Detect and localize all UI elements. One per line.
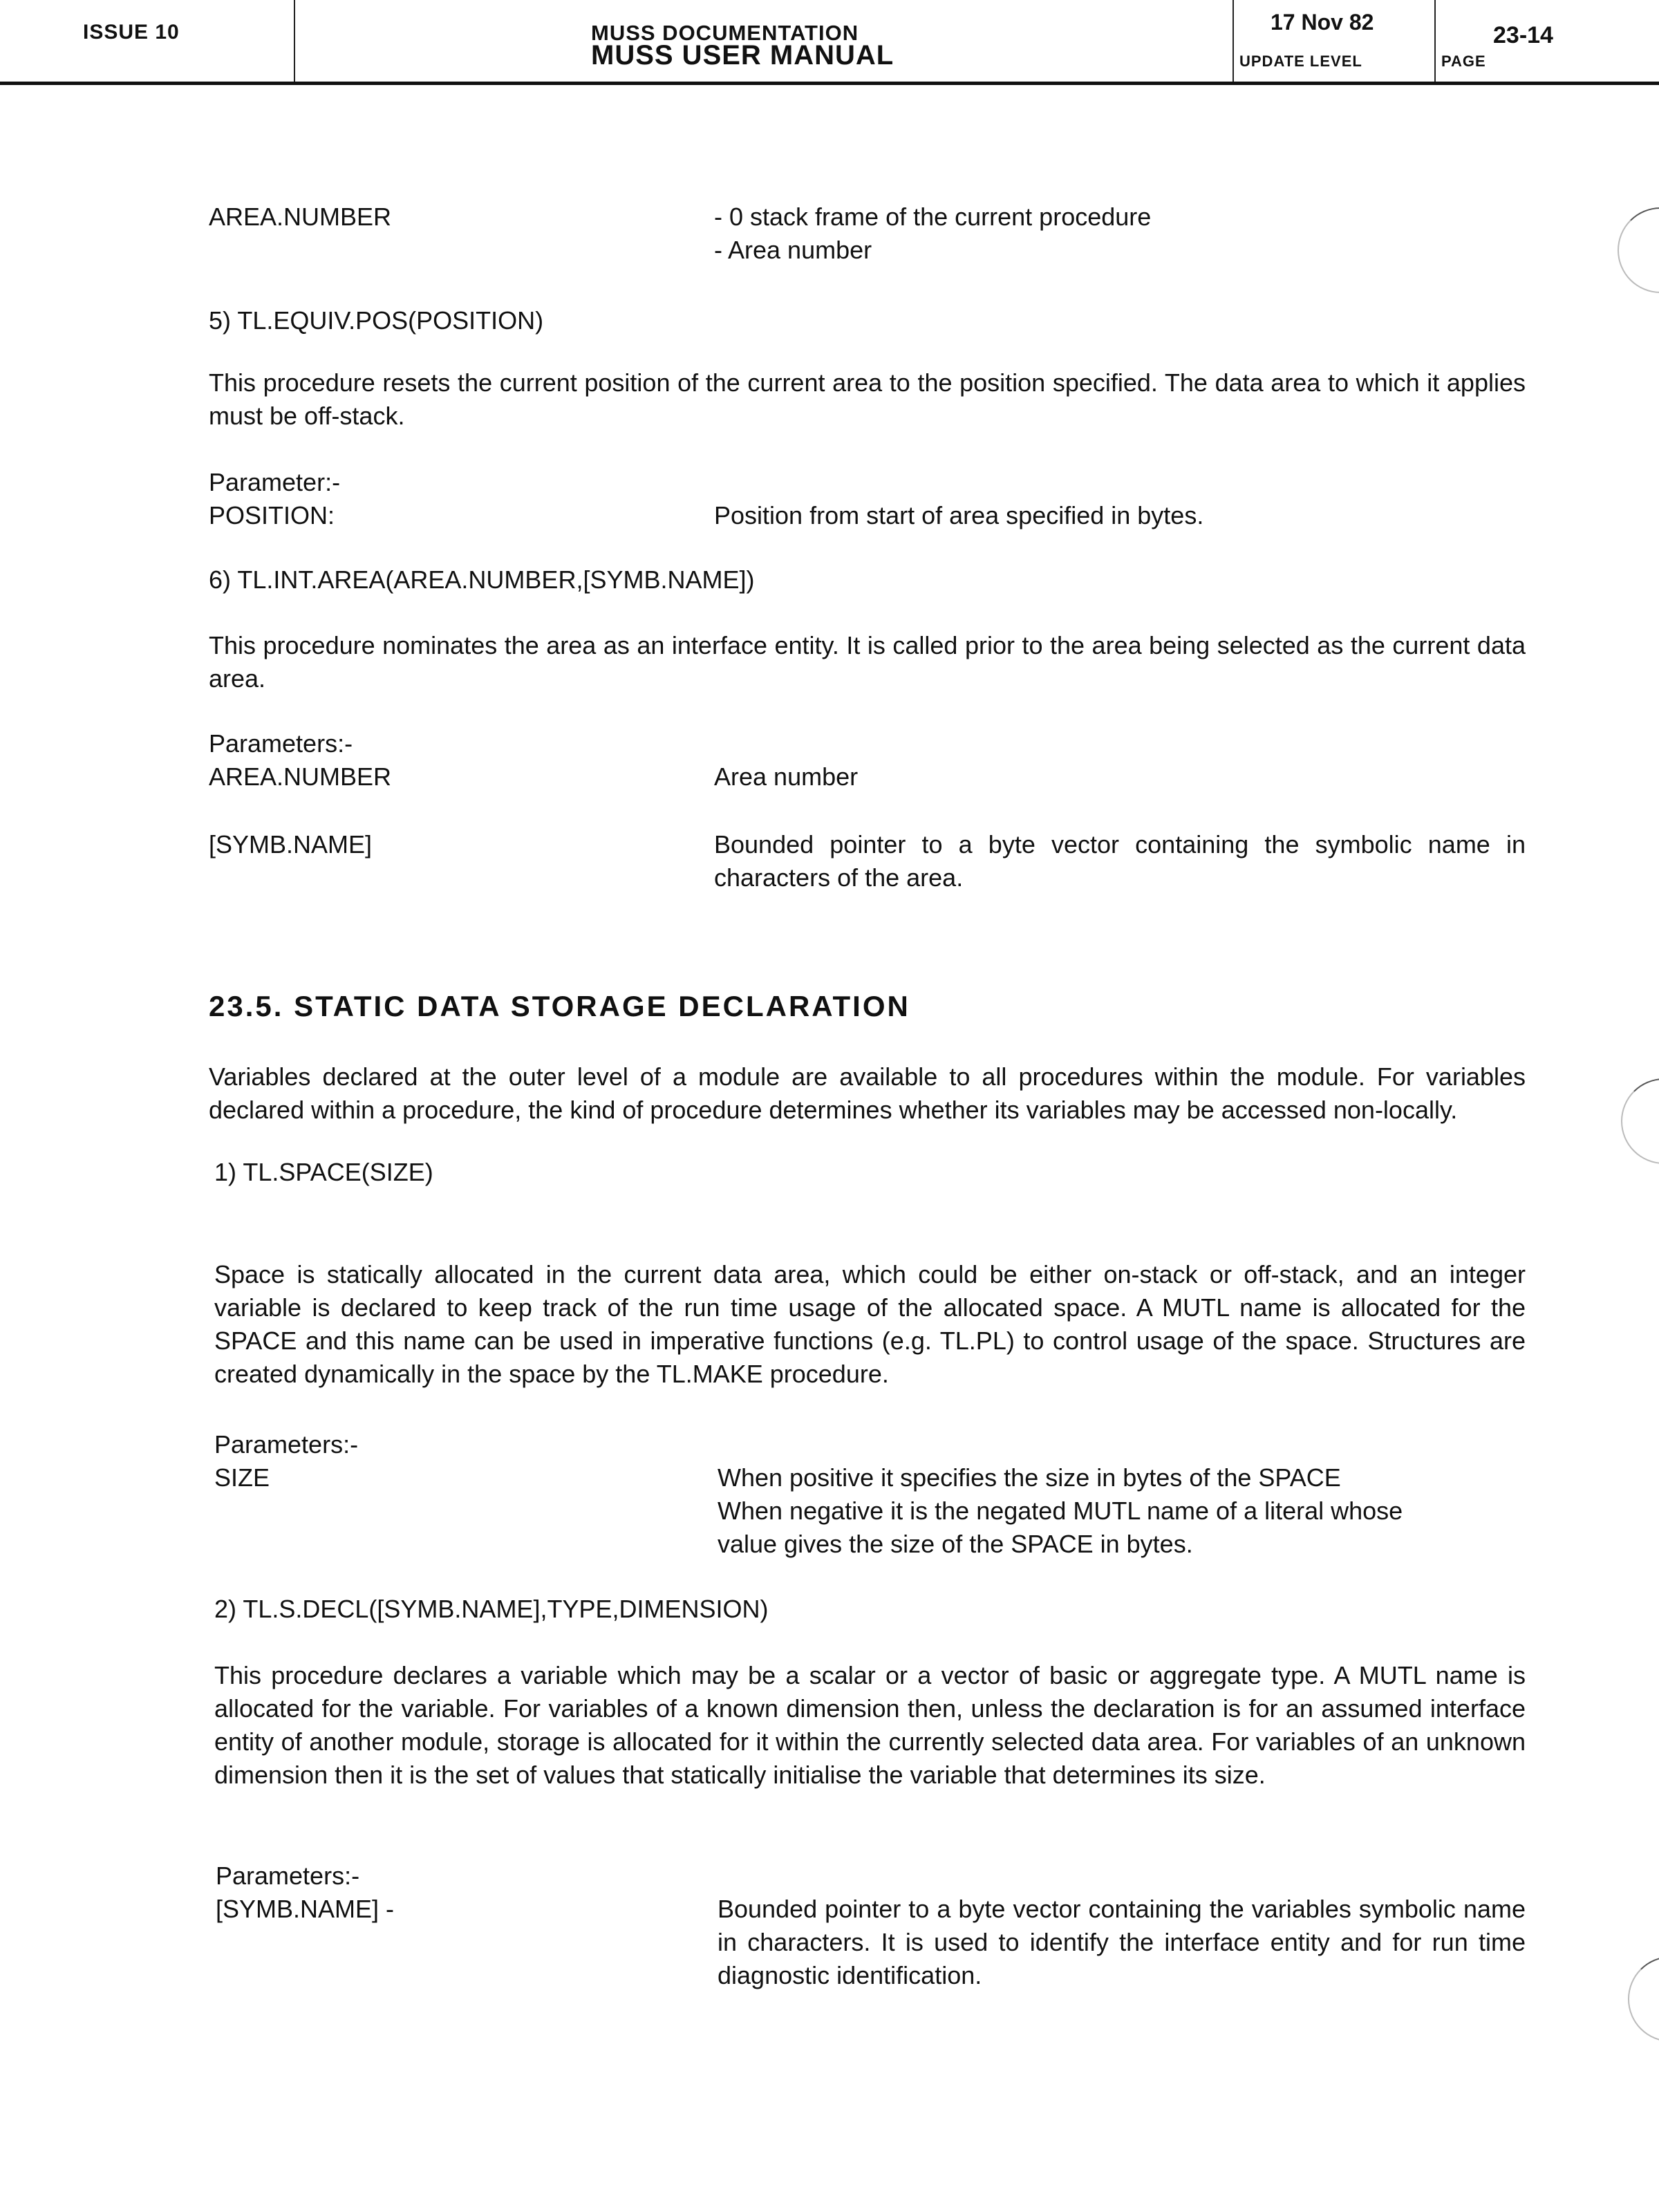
procedure-description: This procedure nominates the area as an interface entity. It is called prior to the area being selected as the current data area.: [209, 631, 1526, 693]
param-name: SIZE: [214, 1463, 270, 1492]
param-name: POSITION:: [209, 501, 335, 529]
param-desc: When positive it specifies the size in bytes of the SPACE: [718, 1463, 1341, 1492]
punch-hole-icon: [1628, 1956, 1659, 2042]
procedure-heading: 1) TL.SPACE(SIZE): [214, 1158, 433, 1186]
param-name: [SYMB.NAME]: [209, 830, 373, 859]
doc-series-title: MUSS DOCUMENTATION: [591, 21, 859, 45]
update-date: 17 Nov 82: [1271, 10, 1374, 35]
punch-hole-icon: [1618, 207, 1659, 293]
issue-label: ISSUE 10: [83, 21, 180, 44]
section-intro: Variables declared at the outer level of a module are available to all procedures within the module. For variables declared within a procedure, the kind of procedure determines whether its variables may be accessed non-locally.: [209, 1062, 1526, 1124]
procedure-description: This procedure declares a variable which may be a scalar or a vector of basic or aggregate type. A MUTL name is allocated for the variable. For variables of a known dimension then, unless the declaration is for an assumed interface entity of another module, storage is allocated for it within the currently selected data area. For variables of an unknown dimension then it is the set of values that statically initialise the variable that determines its size.: [214, 1661, 1526, 1789]
punch-hole-icon: [1621, 1078, 1659, 1164]
procedure-heading: 2) TL.S.DECL([SYMB.NAME],TYPE,DIMENSION): [214, 1595, 769, 1623]
doc-title: MUSS USER MANUAL: [591, 40, 894, 71]
update-cell: [1232, 0, 1436, 82]
param-desc: Bounded pointer to a byte vector containing the variables symbolic name in characters. It is used to identify the interface entity and for run time diagnostic identification.: [718, 1895, 1526, 1989]
page-number: 23-14: [1493, 22, 1553, 48]
page-cell: [1434, 0, 1659, 82]
param-name: AREA.NUMBER: [209, 203, 392, 231]
update-level-label: UPDATE LEVEL: [1239, 53, 1362, 70]
parameters-label: Parameters:-: [209, 729, 353, 758]
procedure-description: Space is statically allocated in the current data area, which could be either on-stack or off-stack, and an integer variable is declared to keep track of the run time usage of the allocated space. A MUTL name is allocated for the SPACE and this name can be used in imperative functions (e.g. TL.PL) to control usage of the space. Structures are created dynamically in the space by the TL.MAKE procedure.: [214, 1260, 1526, 1388]
param-desc: - Area number: [714, 236, 872, 264]
parameters-label: Parameters:-: [216, 1862, 360, 1890]
title-cell: [294, 0, 1234, 82]
param-desc: Bounded pointer to a byte vector containing the symbolic name in characters of the area.: [714, 830, 1526, 892]
procedure-description: This procedure resets the current position of the current area to the position specified. The data area to which it applies must be off-stack.: [209, 368, 1526, 430]
param-desc: Position from start of area specified in bytes.: [714, 501, 1204, 529]
parameters-label: Parameters:-: [214, 1430, 359, 1459]
parameters-label: Parameter:-: [209, 468, 341, 496]
param-desc: - 0 stack frame of the current procedure: [714, 203, 1152, 231]
page-label: PAGE: [1441, 53, 1486, 70]
procedure-heading: 5) TL.EQUIV.POS(POSITION): [209, 306, 544, 335]
issue-cell: [0, 0, 295, 82]
param-name: [SYMB.NAME] -: [216, 1895, 395, 1923]
page-header: [0, 0, 1659, 85]
param-desc: value gives the size of the SPACE in bytes.: [718, 1530, 1193, 1558]
procedure-heading: 6) TL.INT.AREA(AREA.NUMBER,[SYMB.NAME]): [209, 565, 755, 594]
param-name: AREA.NUMBER: [209, 762, 392, 791]
param-desc: When negative it is the negated MUTL name of a literal whose: [718, 1497, 1403, 1525]
section-title: 23.5. STATIC DATA STORAGE DECLARATION: [209, 990, 910, 1022]
param-desc: Area number: [714, 762, 859, 791]
